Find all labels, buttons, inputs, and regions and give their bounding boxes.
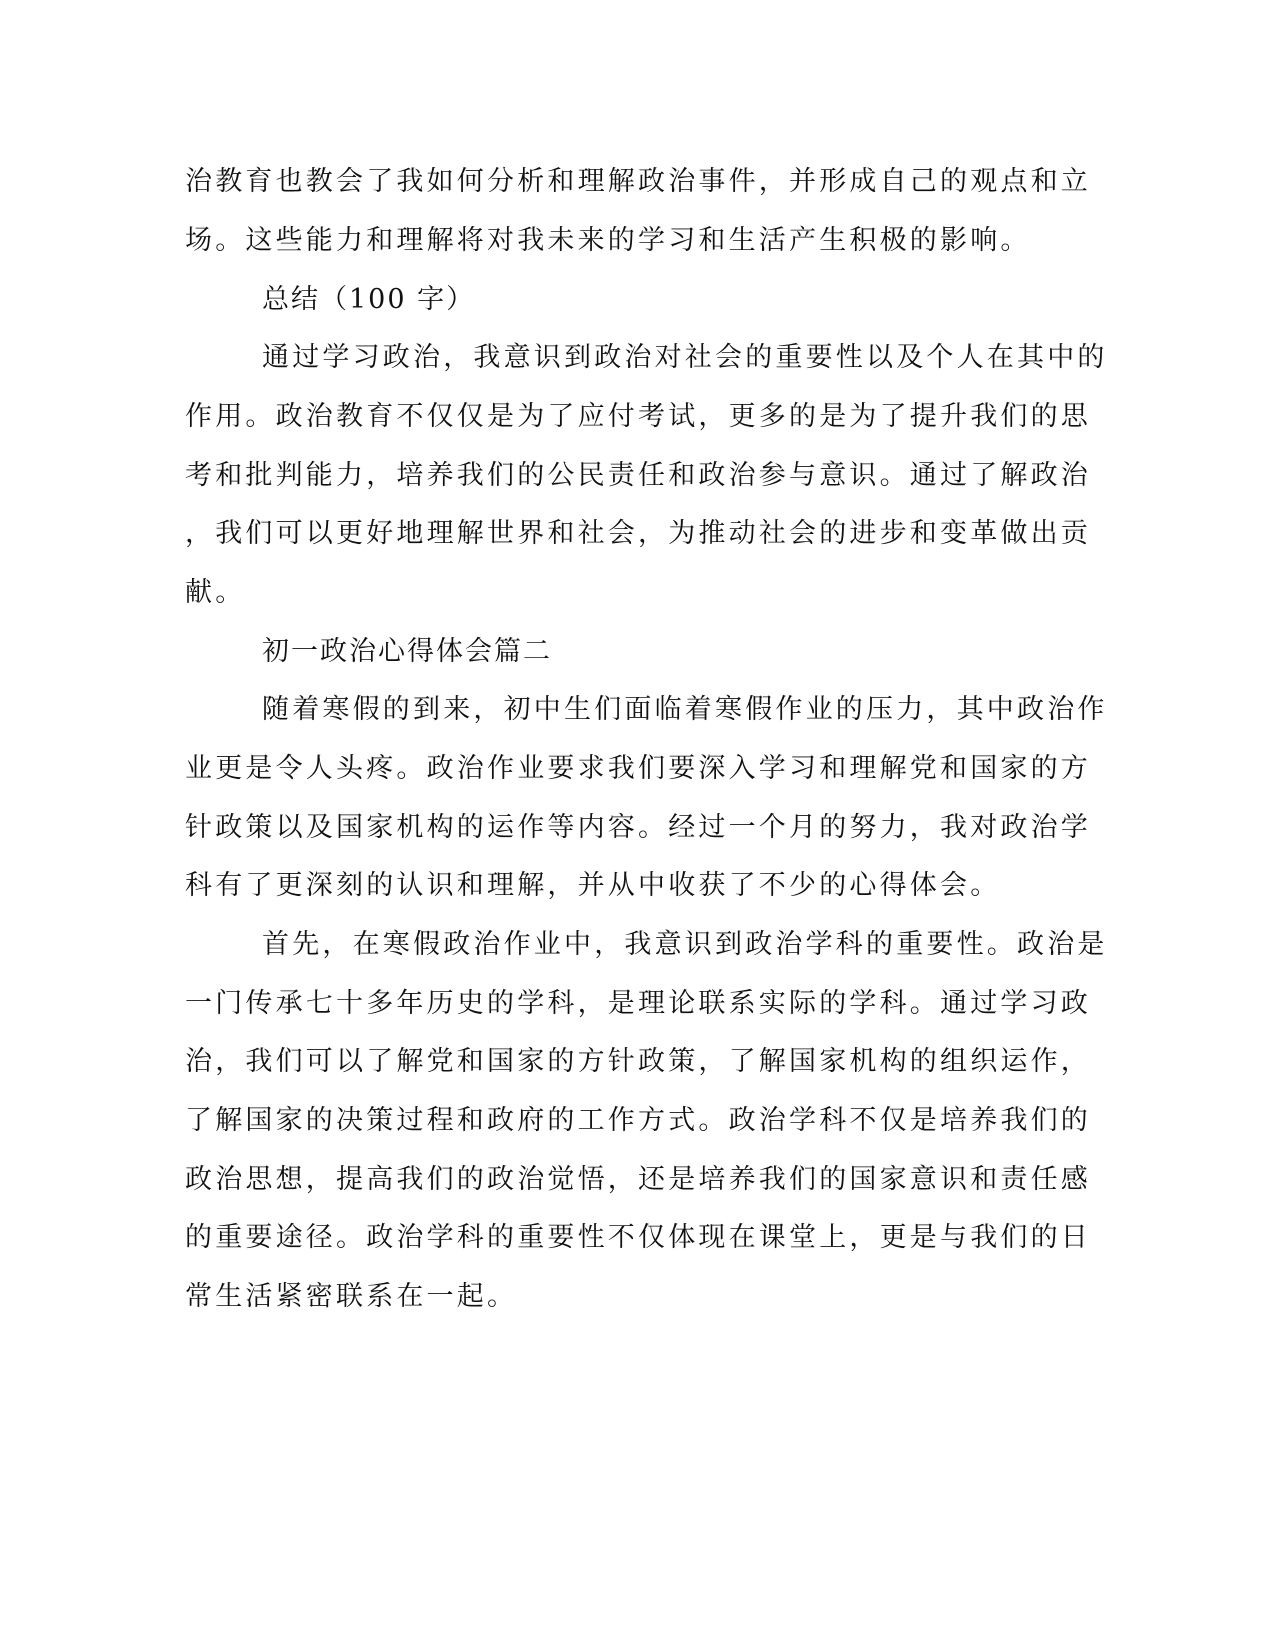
paragraph-line: 献。	[185, 577, 246, 608]
paragraph-line: 场。这些能力和理解将对我未来的学习和生活产生积极的影响。	[185, 225, 1031, 256]
paragraph-line: 针政策以及国家机构的运作等内容。经过一个月的努力，我对政治学	[185, 812, 1091, 843]
paragraph-line: 常生活紧密联系在一起。	[185, 1281, 518, 1312]
paragraph-line: 通过学习政治，我意识到政治对社会的重要性以及个人在其中的	[262, 342, 1108, 373]
section-heading: 总结（100 字）	[262, 284, 476, 315]
paragraph-line: 随着寒假的到来，初中生们面临着寒假作业的压力，其中政治作	[262, 694, 1108, 725]
paragraph-line: 一门传承七十多年历史的学科，是理论联系实际的学科。通过学习政	[185, 988, 1091, 1019]
paragraph-line: 的重要途径。政治学科的重要性不仅体现在课堂上，更是与我们的日	[185, 1222, 1091, 1253]
paragraph-line: 科有了更深刻的认识和理解，并从中收获了不少的心得体会。	[185, 870, 1001, 901]
section-heading: 初一政治心得体会篇二	[262, 636, 552, 667]
paragraph-line: ，我们可以更好地理解世界和社会，为推动社会的进步和变革做出贡	[185, 518, 1091, 549]
paragraph-line: 治教育也教会了我如何分析和理解政治事件，并形成自己的观点和立	[185, 166, 1091, 197]
paragraph-line: 作用。政治教育不仅仅是为了应付考试，更多的是为了提升我们的思	[185, 401, 1091, 432]
paragraph-line: 治，我们可以了解党和国家的方针政策，了解国家机构的组织运作，	[185, 1046, 1091, 1077]
paragraph-line: 业更是令人头疼。政治作业要求我们要深入学习和理解党和国家的方	[185, 753, 1091, 784]
paragraph-line: 考和批判能力，培养我们的公民责任和政治参与意识。通过了解政治	[185, 460, 1091, 491]
paragraph-line: 政治思想，提高我们的政治觉悟，还是培养我们的国家意识和责任感	[185, 1164, 1091, 1195]
paragraph-line: 了解国家的决策过程和政府的工作方式。政治学科不仅是培养我们的	[185, 1105, 1091, 1136]
paragraph-line: 首先，在寒假政治作业中，我意识到政治学科的重要性。政治是	[262, 929, 1108, 960]
